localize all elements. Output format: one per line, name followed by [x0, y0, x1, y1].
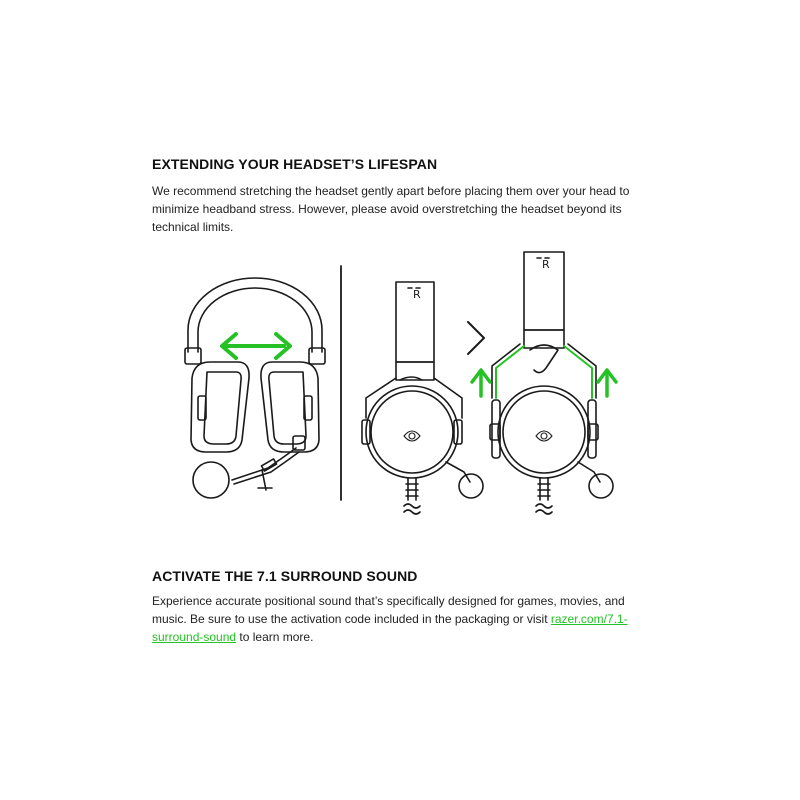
razer-snake-logo-extended	[536, 431, 552, 441]
section-body-lifespan: We recommend stretching the headset gently apart before placing them over your head to minimize headband stress. However, please avoid overstretching the headset beyond its technical limits.	[152, 184, 630, 234]
section-heading-lifespan: EXTENDING YOUR HEADSET’S LIFESPAN	[152, 156, 438, 172]
chevron-right-icon	[468, 322, 484, 354]
headset-side-view-collapsed	[362, 282, 483, 514]
headband-logo: R	[413, 288, 421, 301]
headband-logo-extended: R	[542, 258, 550, 271]
headset-front-view	[185, 278, 325, 498]
surround-sound-link[interactable]: razer.com/7.1-surround-sound	[152, 612, 628, 644]
headset-side-view-extended	[472, 252, 616, 514]
up-arrow-icon	[472, 370, 616, 396]
surround-text-before: Experience accurate positional sound that’s specifically designed for games, movies, and music. Be sure to use the activation code included in the packaging or visit	[152, 594, 625, 626]
section-heading-surround: ACTIVATE THE 7.1 SURROUND SOUND	[152, 568, 418, 584]
surround-text-after: to learn more.	[236, 630, 314, 644]
razer-snake-logo	[404, 431, 420, 441]
section-body-surround	[152, 592, 652, 646]
double-arrow-icon	[222, 334, 290, 358]
